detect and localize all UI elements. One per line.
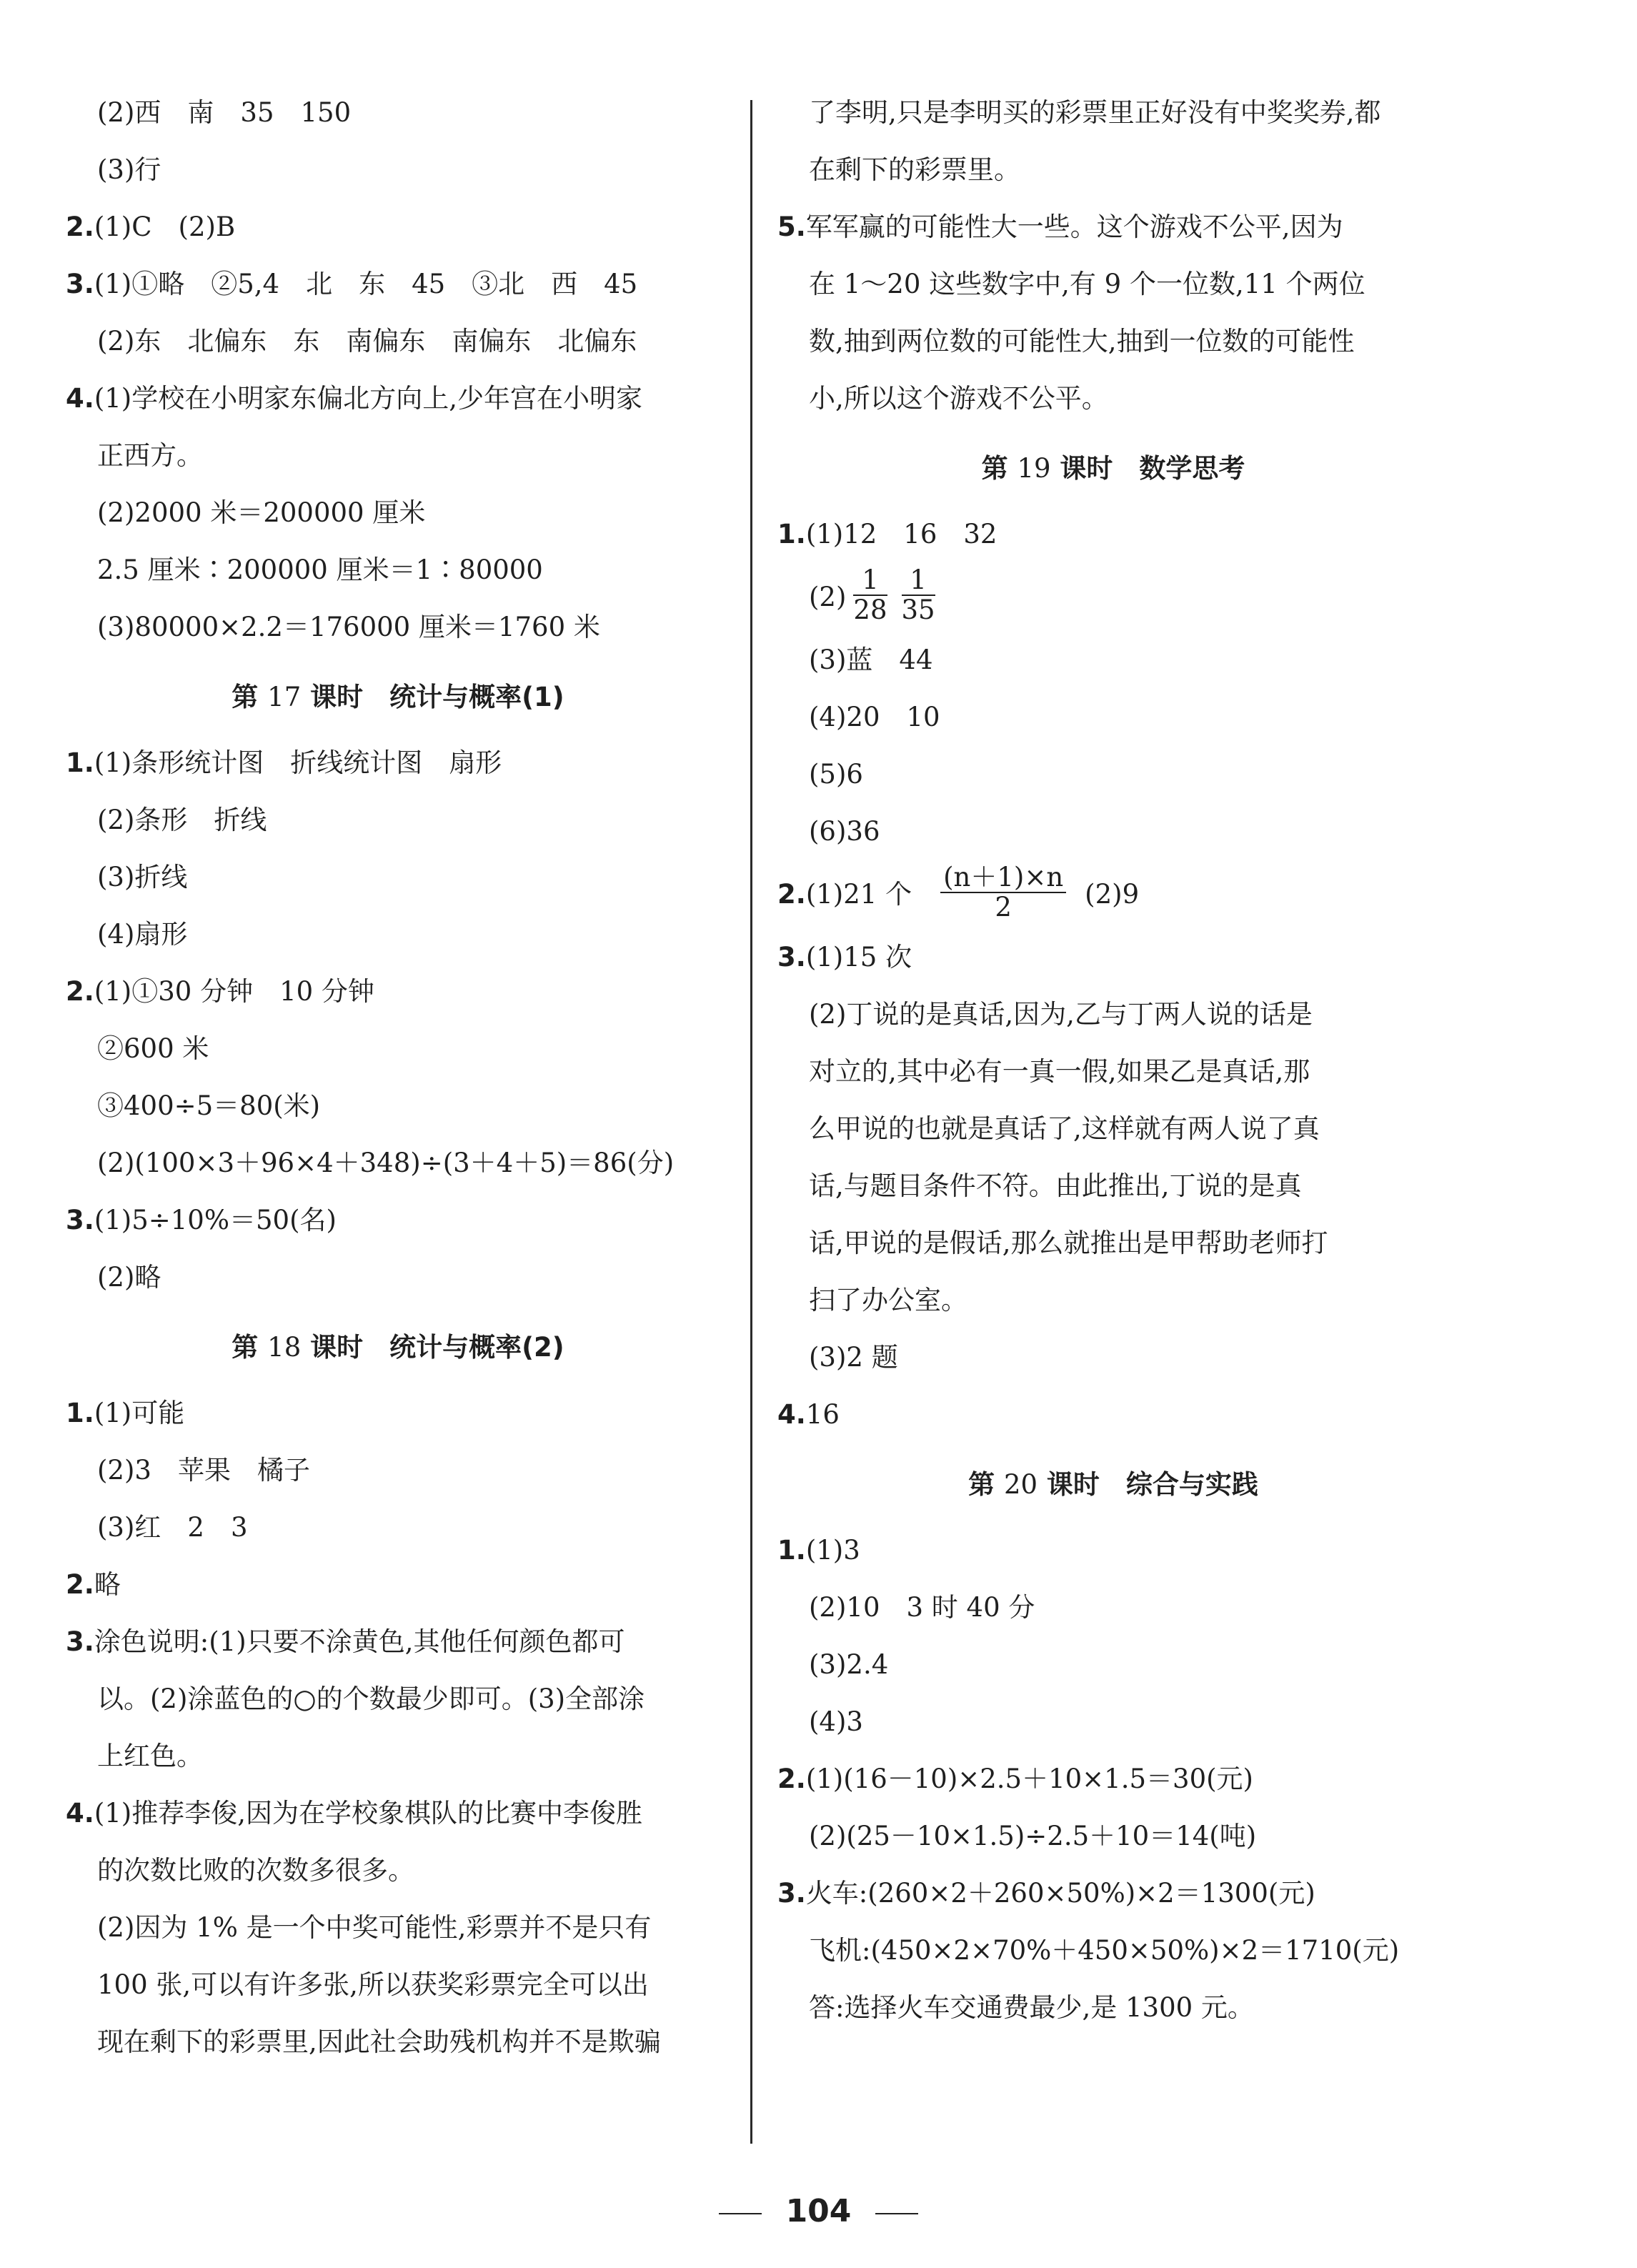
answer-text: 涂色说明:(1)只要不涂黄色,其他任何颜色都可 <box>94 1626 625 1657</box>
question-number: 1. <box>777 1535 806 1566</box>
answer-line: 上红色。 <box>97 1741 203 1771</box>
heading-prefix: 第 <box>232 682 268 712</box>
answer-line: (4)3 <box>809 1706 863 1737</box>
question-2 <box>66 963 730 1020</box>
answer-text: (1)3 <box>805 1535 860 1566</box>
question-number: 3. <box>66 1626 94 1657</box>
page-number: 104 <box>785 2193 852 2229</box>
heading-prefix: 第 <box>981 453 1017 484</box>
question-number: 1. <box>777 519 806 549</box>
heading-number: 17 <box>267 682 302 712</box>
question-4 <box>66 1785 730 1842</box>
heading-prefix: 第 <box>968 1469 1004 1500</box>
heading-number: 20 <box>1003 1469 1038 1500</box>
answer-text: (1)①略 ②5,4 北 东 45 ③北 西 45 <box>94 269 638 299</box>
fraction <box>902 566 935 625</box>
question-number: 2. <box>66 976 94 1007</box>
answer-line: 扫了办公室。 <box>809 1285 967 1315</box>
answer-line: 的次数比败的次数多很多。 <box>97 1855 414 1886</box>
section-heading-19 <box>777 440 1449 497</box>
heading-prefix: 第 <box>232 1332 268 1363</box>
question-number: 2. <box>66 212 94 242</box>
answer-line: (3)蓝 44 <box>809 645 933 675</box>
column-divider <box>750 100 752 2144</box>
heading-title: 课时 统计与概率(1) <box>301 682 564 712</box>
answer-line: 小,所以这个游戏不公平。 <box>809 383 1108 414</box>
question-2 <box>66 199 730 256</box>
answer-line: (2)2000 米＝200000 厘米 <box>97 497 426 528</box>
question-3 <box>66 1613 730 1671</box>
answer-line: (2)略 <box>97 1262 161 1293</box>
answer-text: (1)①30 分钟 10 分钟 <box>94 976 374 1007</box>
answer-line: 了李明,只是李明买的彩票里正好没有中奖奖券,都 <box>809 97 1381 128</box>
question-1 <box>777 506 1449 563</box>
answer-text: (1)C (2)B <box>94 212 236 242</box>
answer-line: 2.5 厘米∶200000 厘米＝1∶80000 <box>97 554 543 585</box>
question-3 <box>66 1192 730 1249</box>
question-3 <box>777 929 1449 986</box>
answer-line: 飞机:(450×2×70%＋450×50%)×2＝1710(元) <box>809 1935 1400 1966</box>
answer-line: 么甲说的也就是真话了,这样就有两人说了真 <box>809 1113 1320 1144</box>
question-4 <box>66 370 730 427</box>
fraction <box>853 566 887 625</box>
section-heading-17 <box>66 669 730 726</box>
question-number: 4. <box>66 1798 94 1829</box>
answer-text: (2)9 <box>1085 879 1140 910</box>
answer-line: 100 张,可以有许多张,所以获奖彩票完全可以出 <box>97 1969 649 2000</box>
answer-text: (1)推荐李俊,因为在学校象棋队的比赛中李俊胜 <box>94 1798 642 1829</box>
answer-text: (1)(16－10)×2.5＋10×1.5＝30(元) <box>805 1764 1253 1794</box>
heading-title: 课时 综合与实践 <box>1038 1469 1258 1500</box>
answer-line: 答:选择火车交通费最少,是 1300 元。 <box>809 1992 1254 2023</box>
answer-text: (1)5÷10%＝50(名) <box>94 1205 337 1235</box>
answer-line: (2)丁说的是真话,因为,乙与丁两人说的话是 <box>809 999 1313 1030</box>
answer-line: 对立的,其中必有一真一假,如果乙是真话,那 <box>809 1056 1310 1087</box>
right-column <box>777 84 1449 2036</box>
answer-line: 以。(2)涂蓝色的○的个数最少即可。(3)全部涂 <box>97 1683 645 1714</box>
fraction-numerator: (n＋1)×n <box>940 863 1066 893</box>
answer-line: 话,甲说的是假话,那么就推出是甲帮助老师打 <box>809 1228 1328 1258</box>
answer-line: (2)东 北偏东 东 南偏东 南偏东 北偏东 <box>97 326 637 357</box>
fraction-denominator: 2 <box>995 891 1012 922</box>
answer-line: 话,与题目条件不符。由此推出,丁说的是真 <box>809 1170 1302 1201</box>
answer-line: ③400÷5＝80(米) <box>97 1090 321 1121</box>
answer-line: (2)西 南 35 150 <box>97 97 352 128</box>
answer-line: 正西方。 <box>97 440 203 471</box>
answer-line: (2)10 3 时 40 分 <box>809 1592 1035 1623</box>
fraction <box>940 863 1066 922</box>
question-2 <box>66 1556 730 1613</box>
question-number: 3. <box>777 1878 806 1909</box>
question-1 <box>66 1385 730 1442</box>
answer-text: (1)学校在小明家东偏北方向上,少年宫在小明家 <box>94 383 642 414</box>
fraction-numerator: 1 <box>853 566 887 596</box>
question-number: 4. <box>66 383 94 414</box>
answer-text: 军军赢的可能性大一些。这个游戏不公平,因为 <box>805 212 1343 242</box>
question-number: 2. <box>777 1764 806 1794</box>
answer-line: (6)36 <box>809 816 880 847</box>
question-2 <box>777 860 1449 929</box>
answer-text: 16 <box>805 1399 840 1430</box>
answer-line: 在 1～20 这些数字中,有 9 个一位数,11 个两位 <box>809 269 1365 299</box>
question-number: 3. <box>66 1205 94 1235</box>
answer-line: (3)2 题 <box>809 1342 898 1373</box>
heading-title: 课时 数学思考 <box>1050 453 1245 484</box>
question-number: 1. <box>66 1398 94 1428</box>
page-footer <box>0 2190 1637 2233</box>
question-4 <box>777 1386 1449 1443</box>
answer-text: (2) <box>809 582 847 612</box>
answer-line: (3)折线 <box>97 862 188 892</box>
question-5 <box>777 199 1449 256</box>
answer-text: 略 <box>94 1569 121 1600</box>
heading-number: 19 <box>1017 453 1051 484</box>
footer-dash-right <box>875 2213 918 2214</box>
question-number: 2. <box>66 1569 94 1600</box>
answer-line: (2)(100×3＋96×4＋348)÷(3＋4＋5)＝86(分) <box>97 1148 675 1178</box>
section-heading-18 <box>66 1319 730 1376</box>
answer-line: (2)(25－10×1.5)÷2.5＋10＝14(吨) <box>809 1821 1257 1851</box>
answer-line: (2)因为 1% 是一个中奖可能性,彩票并不是只有 <box>97 1912 652 1943</box>
question-number: 3. <box>66 269 94 299</box>
question-3 <box>66 256 730 313</box>
answer-line: (2)3 苹果 橘子 <box>97 1455 310 1486</box>
section-heading-20 <box>777 1456 1449 1513</box>
answer-text: 火车:(260×2＋260×50%)×2＝1300(元) <box>805 1878 1315 1909</box>
answer-line: 数,抽到两位数的可能性大,抽到一位数的可能性 <box>809 326 1355 357</box>
answer-line: (5)6 <box>809 759 863 790</box>
question-number: 2. <box>777 879 806 910</box>
answer-text: (1)可能 <box>94 1398 185 1428</box>
fraction-numerator: 1 <box>902 566 935 596</box>
heading-title: 课时 统计与概率(2) <box>301 1332 564 1363</box>
answer-text: (1)15 次 <box>805 942 912 973</box>
answer-line: (2)条形 折线 <box>97 805 267 835</box>
question-1 <box>66 735 730 792</box>
heading-number: 18 <box>267 1332 302 1363</box>
answer-line: (3)红 2 3 <box>97 1512 248 1543</box>
answer-line: ②600 米 <box>97 1033 209 1064</box>
question-1 <box>777 1522 1449 1579</box>
answer-line: (3)行 <box>97 154 161 185</box>
answer-line-fractions <box>777 563 1449 632</box>
answer-line: 在剩下的彩票里。 <box>809 154 1020 185</box>
question-number: 1. <box>66 747 94 778</box>
answer-line: (3)80000×2.2＝176000 厘米＝1760 米 <box>97 612 600 642</box>
left-column <box>66 84 730 2071</box>
question-number: 5. <box>777 212 806 242</box>
fraction-denominator: 35 <box>901 594 935 625</box>
answer-text: (1)12 16 32 <box>805 519 997 549</box>
question-3 <box>777 1865 1449 1922</box>
answer-line: 现在剩下的彩票里,因此社会助残机构并不是欺骗 <box>97 2026 661 2057</box>
question-2 <box>777 1751 1449 1808</box>
answer-text: (1)21 个 <box>805 879 912 910</box>
footer-dash-left <box>719 2213 762 2214</box>
question-number: 3. <box>777 942 806 973</box>
answer-line: (4)扇形 <box>97 919 188 950</box>
answer-line: (3)2.4 <box>809 1649 889 1680</box>
fraction-denominator: 28 <box>853 594 887 625</box>
question-number: 4. <box>777 1399 806 1430</box>
answer-text: (1)条形统计图 折线统计图 扇形 <box>94 747 502 778</box>
answer-line: (4)20 10 <box>809 702 940 732</box>
